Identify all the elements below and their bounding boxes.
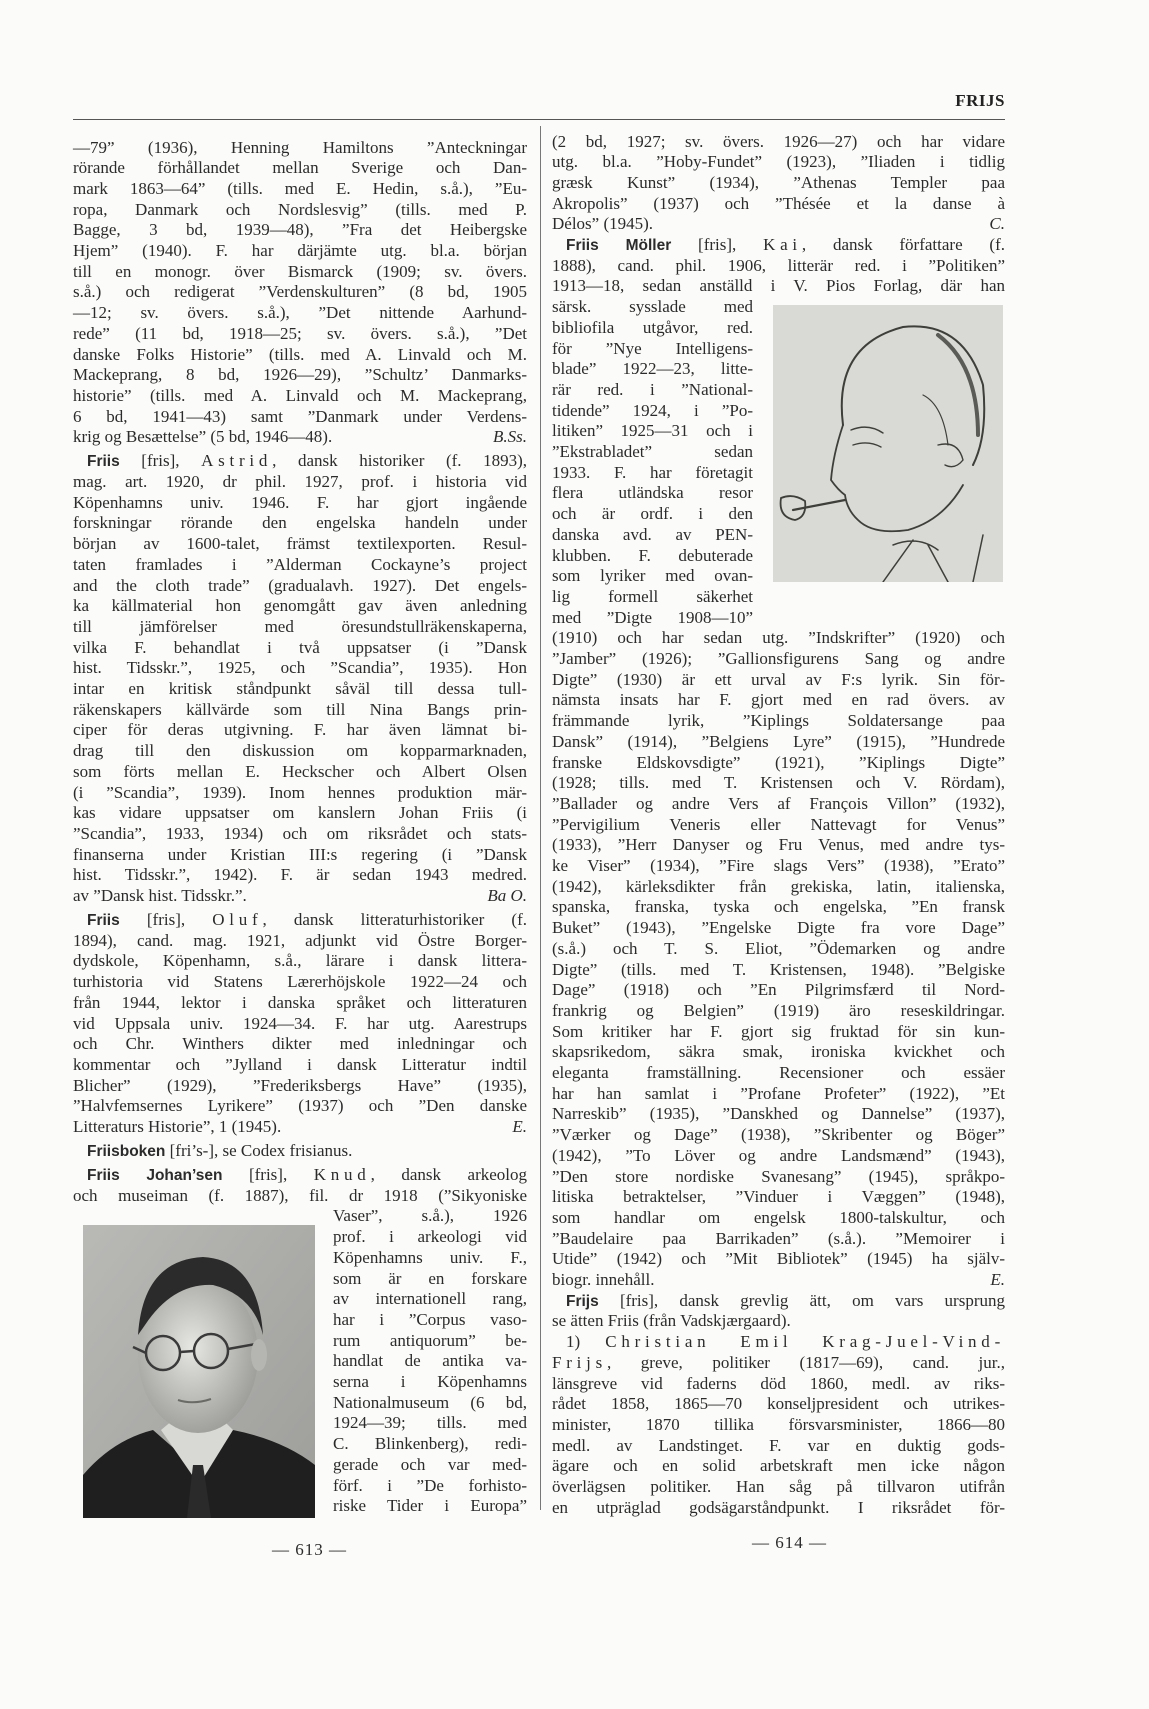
- text-line: (2 bd, 1927; sv. övers. 1926—27) och har vidare: [552, 131, 1005, 151]
- text-line: kas vidare uppsatser om kanslern Johan Friis (i: [73, 803, 527, 823]
- text-line: serna i Köpenhamns: [333, 1372, 527, 1391]
- text-line: lig formell säkerhet: [552, 586, 753, 606]
- text-line: rörande förhållandet mellan Sverige och Dan-: [73, 158, 527, 178]
- text-line: Narreskib” (1935), ”Danskhed og Dannelse” (1937),: [552, 1104, 1005, 1124]
- text-line: taten framlades i ”Alderman Cockayne’s project: [73, 554, 527, 574]
- text-line: frankrig og Belgien” (1919) äro reseskildringar.: [552, 1000, 1005, 1020]
- text-line: gerade och var med-: [333, 1454, 527, 1474]
- text-segment: biogr. innehåll.: [552, 1270, 655, 1289]
- text-line: (1933), ”Herr Danyser og Fru Venus, med andre tys-: [552, 835, 1005, 855]
- text-line: hist. Tidsskr.”, 1942). F. är sedan 1943 medred.: [73, 865, 527, 885]
- text-line: ”Pervigilium Veneris eller Nattevagt for Venus”: [552, 814, 1005, 834]
- text-line: med ”Digte 1908—10”: [552, 607, 753, 627]
- text-line: från 1944, lektor i danska språket och litteraturen: [73, 992, 527, 1012]
- line-text: [73, 1117, 281, 1138]
- text-line: Digte” (tills. med T. Kristensen, 1948). ”Belgiske: [552, 959, 1005, 979]
- text-line: Digte” (1930) är ett urval av F:s lyrik. Sin för-: [552, 669, 1005, 689]
- line-text: [87, 910, 527, 929]
- text-line: överlägsen politiker. Han såg på tillvaron utifrån: [552, 1477, 1005, 1496]
- text-line: (1910) och har sedan utg. ”Indskrifter” (1920) och: [552, 628, 1005, 648]
- text-line: ke Viser” (1934), ”Fire slags Vers” (1938), ”Erato”: [552, 856, 1005, 875]
- text-line: (1942), kärleksdikter från grekiska, latin, italienska,: [552, 876, 1005, 896]
- text-line: blade” 1922—23, litte-: [552, 359, 753, 379]
- author-signature: Ba O.: [487, 886, 527, 905]
- spaced-name: Frijs: [552, 1352, 607, 1372]
- spaced-name: Kai: [763, 235, 802, 254]
- sketch-portrait-friis-moller: [773, 305, 1003, 582]
- text-line: forskningar rörande den engelska handeln under: [73, 513, 527, 533]
- entry-headword: Frijs: [566, 1292, 599, 1310]
- text-line: intar en kritisk ståndpunkt såväl till dessa tull-: [73, 679, 527, 698]
- text-segment: , dansk arkeolog: [370, 1165, 528, 1184]
- text-line: historie” (tills. med A. Linvald och M. Mackeprang,: [73, 385, 527, 405]
- text-line: räkenskapers källvärde som till Nina Bangs prin-: [73, 699, 527, 719]
- text-line: och Chr. Winthers dikter med inledningar och: [73, 1034, 527, 1054]
- text-line: (i ”Scandia”, 1939). Inom hennes produktion mär-: [73, 782, 527, 802]
- text-segment: av ”Dansk hist. Tidsskr.”.: [73, 886, 247, 905]
- text-line: [87, 1165, 527, 1186]
- portrait-photo-friis-johansen: [83, 1225, 315, 1518]
- text-line: ”Baudelaire paa Barrikaden” (s.å.). ”Memoirer i: [552, 1228, 1005, 1248]
- text-line: som lyriker med ovan-: [552, 566, 753, 586]
- spaced-name: Oluf: [212, 910, 263, 929]
- author-signature: B.Ss.: [493, 427, 527, 447]
- text-line: 1924—39; tills. med: [333, 1413, 527, 1433]
- text-line: särsk. sysslade med: [552, 297, 753, 317]
- text-line: 1894), cand. mag. 1921, adjunkt vid Östre Borger-: [73, 930, 527, 950]
- text-line: och är ordf. i den: [552, 504, 753, 524]
- text-line: och museiman (f. 1887), fil. dr 1918 (”Sikyoniske: [73, 1185, 527, 1205]
- line-text: [566, 1291, 1005, 1310]
- text-line: C. Blinkenberg), redi-: [333, 1434, 527, 1454]
- text-line: [552, 1270, 1005, 1291]
- text-line: franske Eldskovsdigte” (1921), ”Kiplings Digte”: [552, 752, 1005, 772]
- text-line: Buket” (1943), ”Engelske Digte fra vore Dage”: [552, 918, 1005, 938]
- text-line: som är en forskare: [333, 1268, 527, 1288]
- text-line: [73, 1117, 527, 1138]
- text-line: Vaser”, s.å.), 1926: [333, 1206, 527, 1226]
- text-line: Nationalmuseum (6 bd,: [333, 1392, 527, 1412]
- text-segment: 1): [566, 1332, 606, 1352]
- text-line: mag. art. 1920, dr phil. 1927, prof. i historia vid: [73, 472, 527, 491]
- column-divider: [540, 126, 541, 1510]
- spaced-name: Astrid: [201, 451, 273, 471]
- line-text: [552, 214, 653, 235]
- text-line: början av 1600-talet, främst textilexporten. Resul-: [73, 534, 527, 554]
- text-line: tidende” 1924, i ”Po-: [552, 400, 753, 420]
- text-line: [566, 1291, 1005, 1312]
- text-line: länsgreve vid faderns död 1860, medl. av riks-: [552, 1373, 1005, 1393]
- text-line: som förts mellan E. Heckscher och Albert Olsen: [73, 761, 527, 781]
- text-line: (1942), ”To Löver og andre Landsmænd” (1943),: [552, 1145, 1005, 1165]
- text-segment: , greve, politiker (1817—69), cand. jur.,: [606, 1352, 1005, 1372]
- author-signature: E.: [512, 1117, 527, 1136]
- text-line: danske Folks Historie” (tills. med A. Linvald och M.: [73, 344, 527, 364]
- line-text: [73, 427, 332, 448]
- text-line: ”Ballader og andre Vers af François Villon” (1932),: [552, 793, 1005, 813]
- text-line: ciper för deras utgivning. F. har även lämnat bi-: [73, 720, 527, 740]
- text-line: [552, 214, 1005, 235]
- text-line: (1928; tills. med T. Kristensen och V. Rördam),: [552, 773, 1005, 793]
- text-line: s.å.) och redigerat ”Verdenskulturen” (8 bd, 1905: [73, 282, 527, 302]
- entry-headword: Friis Johan’sen: [87, 1167, 223, 1184]
- text-line: utg. bl.a. ”Hoby-Fundet” (1923), ”Iliaden i tidlig: [552, 152, 1005, 172]
- page-number-right: — 614 —: [752, 1533, 827, 1552]
- text-line: mark 1863—64” (tills. med E. Hedin, s.å.), ”Eu-: [73, 178, 527, 198]
- text-line: till en monogr. över Bismarck (1909; sv. övers.: [73, 261, 527, 281]
- text-line: [87, 451, 527, 472]
- line-text: [87, 1141, 352, 1160]
- text-line: vid Uppsala univ. 1924—34. F. har utg. Aarestrups: [73, 1013, 527, 1033]
- text-line: and the cloth trade” (gradualavh. 1927). Det engels-: [73, 575, 527, 595]
- text-line: till jämförelser med öresundstullräkenskaperna,: [73, 616, 527, 636]
- text-segment: , dansk författare (f.: [801, 235, 1005, 254]
- text-line: 1913—18, sedan anställd i V. Pios Forlag, där han: [552, 276, 1005, 296]
- text-line: nämsta insats har F. gjort med en rad övers. av: [552, 690, 1005, 710]
- text-line: turhistoria vid Statens Lærerhöjskole 1922—24 och: [73, 972, 527, 992]
- text-line: [73, 886, 527, 907]
- author-signature: C.: [989, 214, 1005, 234]
- line-text: [566, 235, 1005, 254]
- text-line: ägare och en solid arbetskraft men icke någon: [552, 1456, 1005, 1476]
- text-line: drag till den diskussion om kopparmarknaden,: [73, 741, 527, 761]
- text-line: rär red. i ”National-: [552, 379, 753, 399]
- text-line: (s.å.) och T. S. Eliot, ”Ödemarken og andre: [552, 938, 1005, 958]
- text-line: ”Den store nordiske Svanesang” (1945), språkpo-: [552, 1166, 1005, 1186]
- text-line: medl. av Landstinget. F. var en duktig gods-: [552, 1435, 1005, 1455]
- text-line: minister, 1870 tillika försvarsminister, 1866—80: [552, 1414, 1005, 1434]
- line-text: [566, 1332, 1005, 1351]
- text-line: rum antiquorum” be-: [333, 1330, 527, 1350]
- text-segment: [fris],: [119, 451, 202, 471]
- text-line: har i ”Corpus vaso-: [333, 1309, 527, 1329]
- text-line: Mackeprang, 8 bd, 1926—29), ”Schultz’ Danmarks-: [73, 365, 527, 385]
- line-text: [552, 1270, 654, 1291]
- entry-headword: Friis: [87, 912, 120, 929]
- text-line: ka källmaterial hon genomgått gav även anledning: [73, 596, 527, 616]
- text-line: hist. Tidsskr.”, 1925, och ”Scandia”, 1935). Hon: [73, 658, 527, 678]
- header-rule: [73, 119, 1005, 120]
- text-line: skapsrikedom, säkra smak, ironiska kvickhet och: [552, 1042, 1005, 1062]
- text-line: kommentar och ”Jylland i dansk Litteratur indtil: [73, 1054, 527, 1074]
- text-line: [87, 1141, 527, 1162]
- entry-headword: Friis: [87, 453, 120, 471]
- text-line: Köpenhamns univ. 1946. F. har gjort ingående: [73, 492, 527, 512]
- text-line: har han samlat i ”Profane Profeter” (1922), ”Et: [552, 1083, 1005, 1103]
- text-line: vilka F. behandlat i två uppsatser (i ”Dansk: [73, 637, 527, 657]
- text-segment: , dansk litteraturhistoriker (f.: [262, 910, 527, 929]
- text-line: [566, 1332, 1005, 1353]
- text-line: danska avd. av PEN-: [552, 524, 753, 544]
- text-line: ”Scandia”, 1933, 1934) och om riksrådet och stats-: [73, 823, 527, 843]
- text-segment: krig og Besættelse” (5 bd, 1946—48).: [73, 427, 333, 447]
- text-line: dydskole, Köpenhamn, s.å., lärare i dansk littera-: [73, 951, 527, 971]
- text-line: Bagge, 3 bd, 1939—48), ”Fra det Heibergske: [73, 220, 527, 240]
- line-text: [87, 1165, 527, 1184]
- text-line: Dage” (1918) och ”En Pilgrimsfærd til Nord-: [552, 980, 1005, 1000]
- text-line: finanserna under Kristian III:s regering (i ”Dansk: [73, 844, 527, 864]
- text-line: 1888), cand. phil. 1906, litterär red. i ”Politiken”: [552, 255, 1005, 275]
- text-segment: Délos” (1945).: [552, 214, 654, 234]
- text-line: riske Tider i Europa”: [333, 1496, 527, 1516]
- text-line: ”Ekstrabladet” sedan: [552, 442, 753, 461]
- line-text: [87, 451, 527, 470]
- text-line: ”Halvfemsernes Lyrikere” (1937) och ”Den danske: [73, 1096, 527, 1116]
- text-line: Utide” (1942) och ”Mit Bibliotek” (1945) ha själv-: [552, 1249, 1005, 1269]
- text-line: —12; sv. övers. s.å.), ”Det nittende Aarhund-: [73, 303, 527, 323]
- text-line: —79” (1936), Henning Hamiltons ”Anteckningar: [73, 137, 527, 157]
- text-line: eleganta framställning. Recensioner och essäer: [552, 1063, 1005, 1082]
- text-line: ropa, Danmark och Nordslesvig” (tills. med P.: [73, 199, 527, 219]
- page-number-left: — 613 —: [272, 1540, 347, 1559]
- author-signature: E.: [990, 1270, 1005, 1289]
- text-line: 6 bd, 1941—43) samt ”Danmark under Verdens-: [73, 406, 527, 426]
- text-line: ”Værker og Dage” (1938), ”Skribenter og Böger”: [552, 1125, 1005, 1145]
- text-segment: , dansk historiker (f. 1893),: [272, 451, 527, 471]
- text-line: ”Jamber” (1926); ”Gallionsfigurens Sang og andre: [552, 649, 1005, 668]
- text-line: Blicher” (1929), ”Frederiksbergs Have” (1935),: [73, 1075, 527, 1095]
- text-line: som handlar om engelsk 1800-talskultur, och: [552, 1207, 1005, 1227]
- text-line: litiken” 1925—31 och i: [552, 421, 753, 441]
- text-line: Köpenhamns univ. F.,: [333, 1247, 527, 1267]
- text-segment: Litteraturs Historie”, 1 (1945).: [73, 1117, 282, 1136]
- text-segment: [fris],: [671, 235, 764, 254]
- text-line: för ”Nye Intelligens-: [552, 338, 753, 358]
- text-line: förf. i ”De forhisto-: [333, 1475, 527, 1495]
- text-line: Dansk” (1914), ”Belgiens Lyre” (1915), ”Hundrede: [552, 731, 1005, 751]
- text-line: bibliofila utgåvor, red.: [552, 317, 753, 337]
- text-line: av internationell rang,: [333, 1289, 527, 1309]
- text-line: Hjem” (1940). F. har därjämte utg. bl.a. början: [73, 241, 527, 260]
- text-line: prof. i arkeologi vid: [333, 1227, 527, 1247]
- text-line: handlat de antika va-: [333, 1351, 527, 1371]
- text-line: Akropolis” (1937) och ”Thésée et la danse à: [552, 193, 1005, 213]
- running-head: FRIJS: [955, 91, 1005, 110]
- text-segment: [fris], dansk grevlig ätt, om vars ursprung: [598, 1290, 1005, 1310]
- text-line: [87, 910, 527, 931]
- line-text: [552, 1353, 1005, 1372]
- text-line: främmande lyrik, ”Kiplings Soldatersange paa: [552, 711, 1005, 731]
- text-line: [73, 427, 527, 448]
- text-segment: [fri’s-], se Codex frisianus.: [165, 1141, 353, 1160]
- text-line: litiska betraktelser, ”Vinduer i Væggen” (1948),: [552, 1187, 1005, 1207]
- text-line: se ätten Friis (från Vadskjærgaard).: [552, 1311, 791, 1331]
- entry-headword: Friis Möller: [566, 237, 672, 254]
- text-line: 1933. F. har företagit: [552, 462, 753, 482]
- text-line: rede” (11 bd, 1918—25; sv. övers. s.å.), ”Det: [73, 323, 527, 343]
- text-line: rådet 1858, 1865—70 konseljpresident och utrikes-: [552, 1394, 1005, 1414]
- spaced-name: Christian Emil Krag-Juel-Vind-: [605, 1332, 1005, 1352]
- text-line: en utpräglad godsägarståndpunkt. I riksrådet för-: [552, 1497, 1005, 1517]
- line-text: [73, 886, 247, 907]
- entry-headword: Friisboken: [87, 1143, 166, 1160]
- text-line: flera utländska resor: [552, 483, 753, 503]
- text-segment: [fris],: [222, 1165, 314, 1184]
- text-line: [552, 1353, 1005, 1374]
- text-line: [566, 235, 1005, 256]
- text-segment: [fris],: [119, 910, 213, 929]
- spaced-name: Knud: [313, 1165, 371, 1184]
- text-line: Som kritiker har F. gjort sig fruktad för sin kun-: [552, 1021, 1005, 1041]
- text-line: klubben. F. debuterade: [552, 545, 753, 565]
- text-line: spanska, franska, tyska och engelska, ”En fransk: [552, 897, 1005, 917]
- text-line: græsk Kunst” (1934), ”Athenas Templer paa: [552, 172, 1005, 192]
